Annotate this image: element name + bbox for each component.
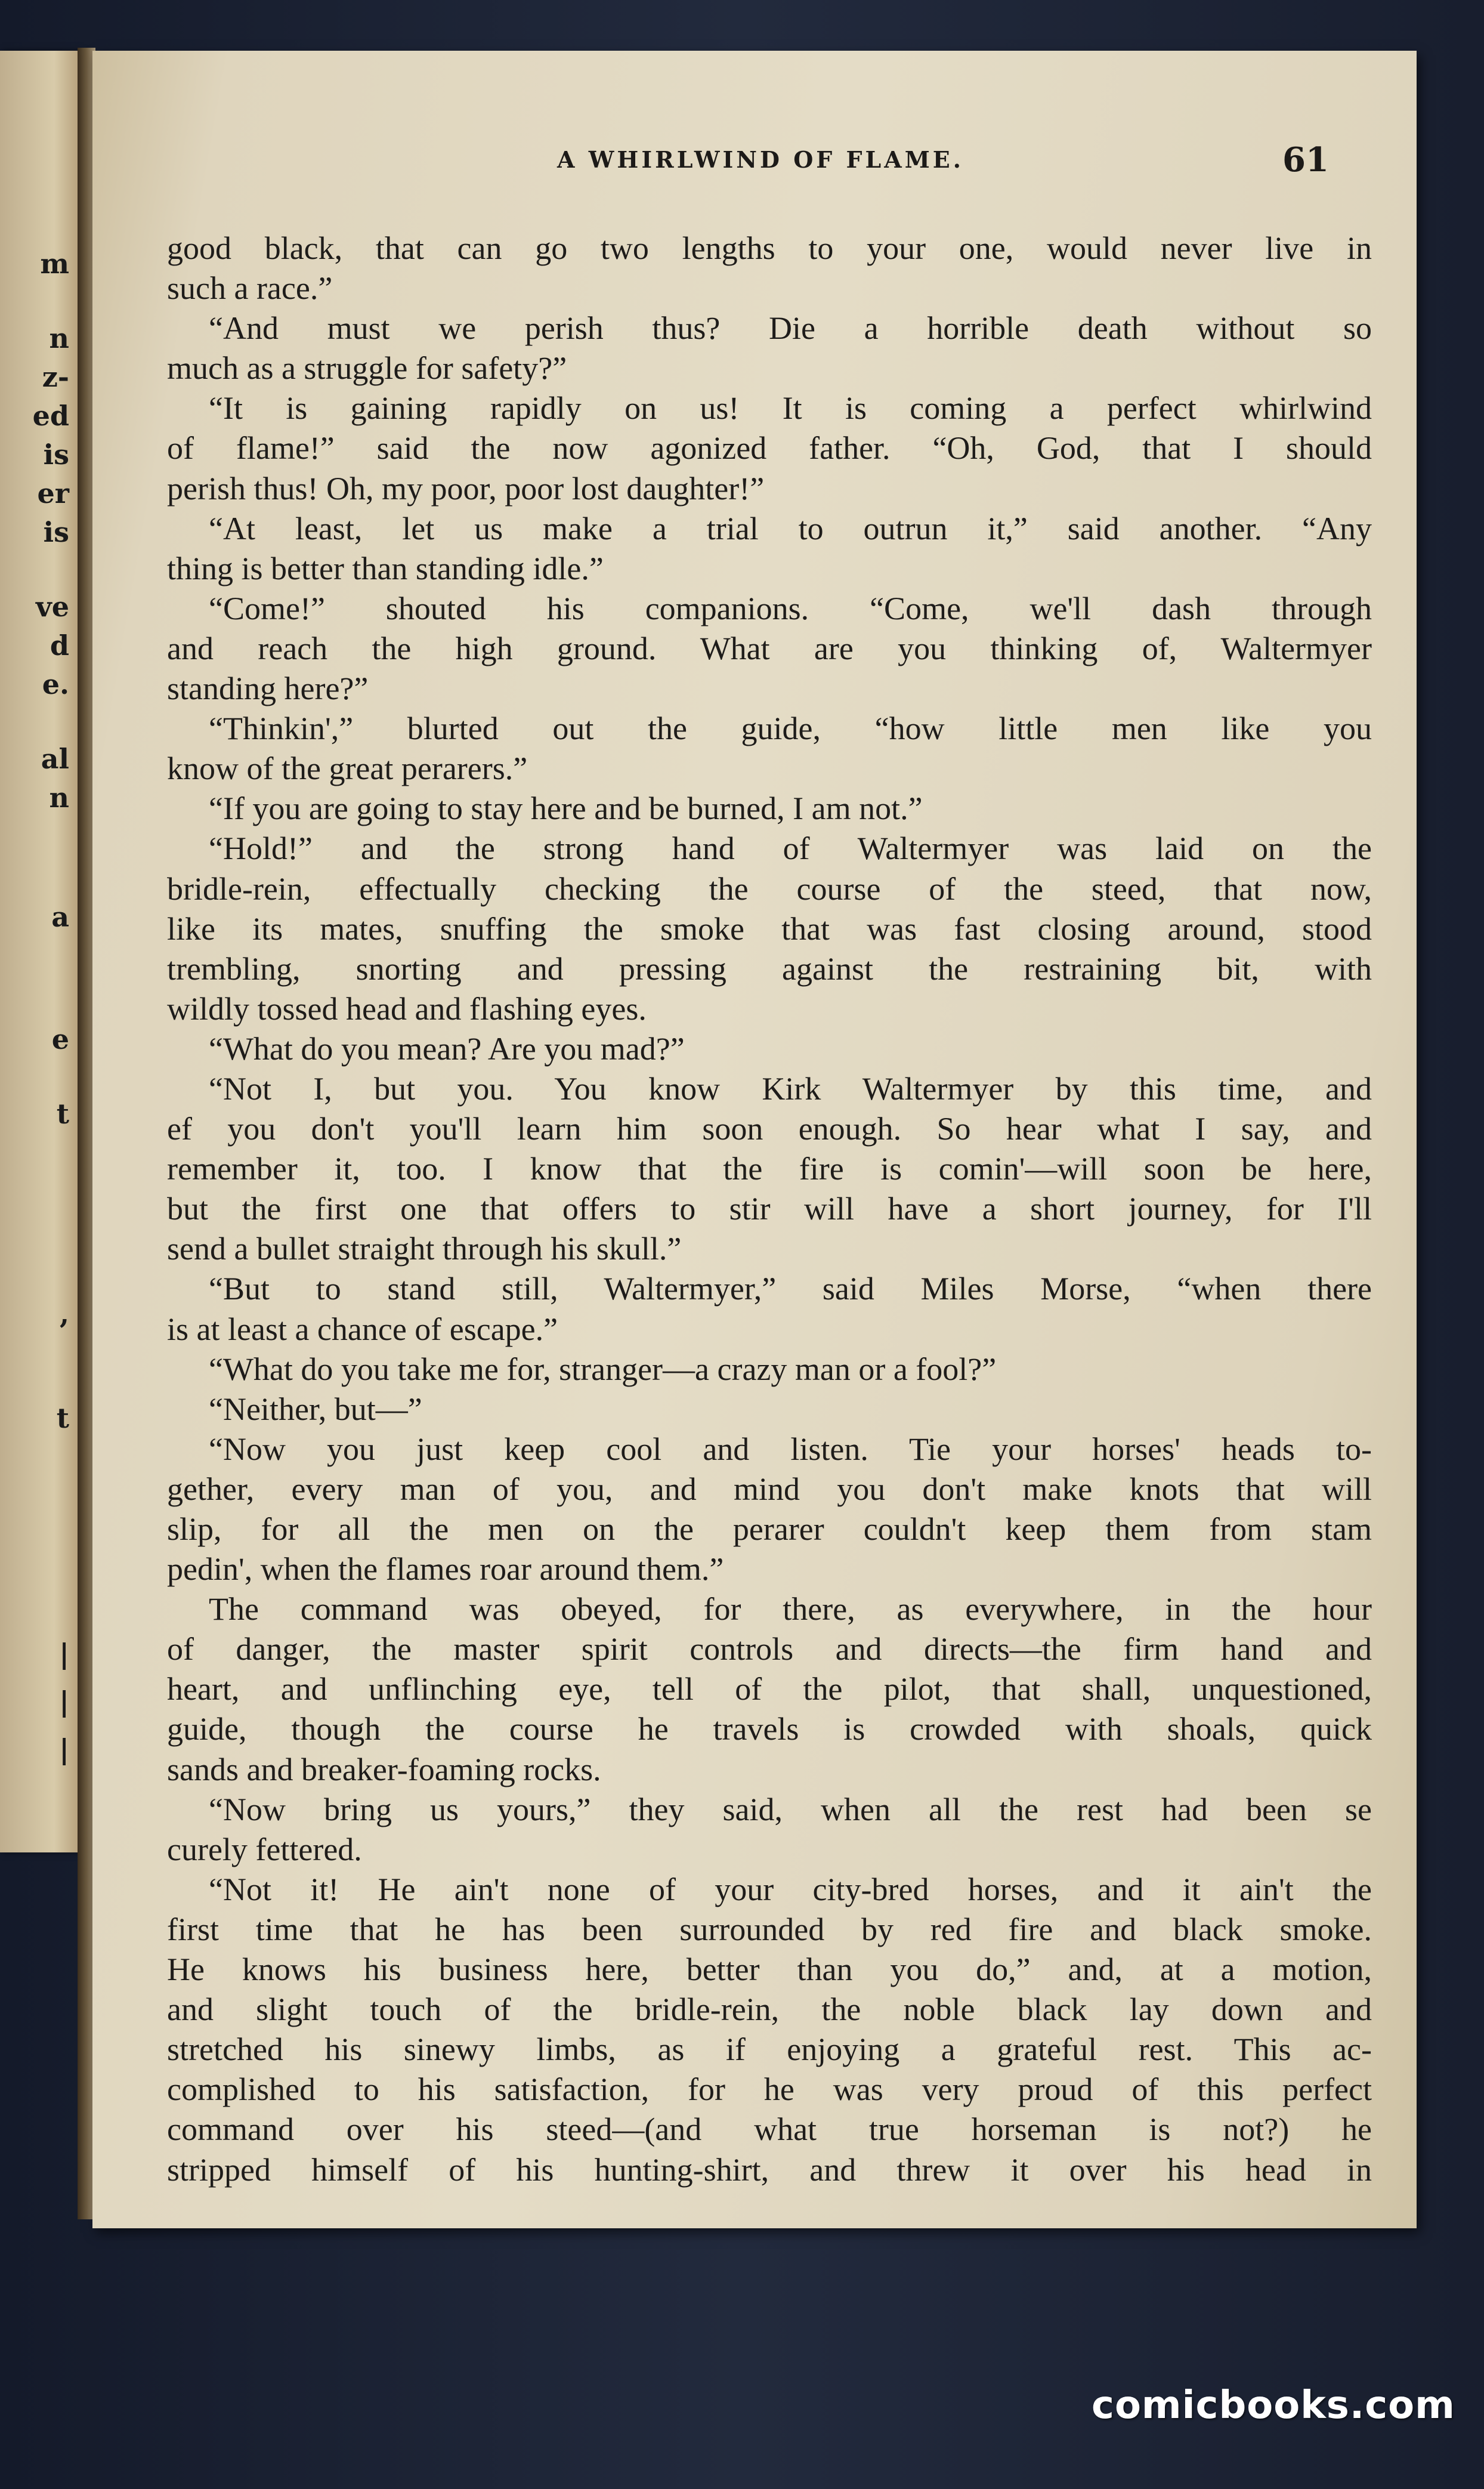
- previous-page-fragment: ,: [59, 1298, 69, 1330]
- previous-page-fragment: d: [50, 629, 69, 662]
- previous-page-fragment: er: [37, 477, 69, 509]
- text-line: first time that he has been surrounded by red fire and black smoke.: [167, 1911, 1372, 1947]
- text-line: “Now bring us yours,” they said, when all the rest had been se: [209, 1791, 1372, 1827]
- previous-page-fragment: a: [51, 901, 69, 933]
- running-head: A WHIRLWIND OF FLAME.: [557, 146, 964, 173]
- text-line: “At least, let us make a trial to outrun it,” said another. “Any: [209, 510, 1372, 546]
- text-line: ef you don't you'll learn him soon enough. So hear what I say, and: [167, 1111, 1372, 1147]
- text-line: thing is better than standing idle.”: [167, 550, 604, 586]
- text-line: and slight touch of the bridle-rein, the noble black lay down and: [167, 1991, 1372, 2028]
- previous-page-fragment: is: [43, 438, 69, 471]
- text-line: like its mates, snuffing the smoke that was fast closing around, stood: [167, 910, 1372, 947]
- text-line: is at least a chance of escape.”: [167, 1311, 558, 1347]
- previous-page-fragment: e: [51, 1023, 69, 1055]
- text-line: pedin', when the flames roar around them.”: [167, 1551, 724, 1588]
- previous-page-fragment: |: [59, 1685, 69, 1718]
- text-line: “If you are going to stay here and be burned, I am not.”: [209, 790, 923, 827]
- previous-page-fragment: t: [56, 1098, 69, 1130]
- text-line: “Neither, but—”: [209, 1391, 422, 1427]
- previous-page-fragment: ve: [36, 591, 69, 623]
- text-line: trembling, snorting and pressing against the restraining bit, with: [167, 950, 1372, 987]
- previous-page-fragment: t: [56, 1402, 69, 1434]
- text-line: gether, every man of you, and mind you don't make knots that will: [167, 1471, 1372, 1507]
- text-line: good black, that can go two lengths to your one, would never live in: [167, 230, 1372, 266]
- text-line: “It is gaining rapidly on us! It is coming a perfect whirlwind: [209, 390, 1372, 427]
- text-line: “What do you take me for, stranger—a crazy man or a fool?”: [209, 1351, 997, 1387]
- page-number: 61: [1282, 140, 1329, 180]
- text-line: of danger, the master spirit controls and directs—the firm hand and: [167, 1631, 1372, 1667]
- text-line: “Hold!” and the strong hand of Waltermyer was laid on the: [209, 830, 1372, 867]
- text-line: wildly tossed head and flashing eyes.: [167, 990, 647, 1027]
- text-line: “Come!” shouted his companions. “Come, we'll dash through: [209, 590, 1372, 626]
- text-line: “And must we perish thus? Die a horrible death without so: [209, 310, 1372, 347]
- text-line: such a race.”: [167, 270, 333, 307]
- previous-page-fragment: al: [41, 743, 69, 775]
- text-line: curely fettered.: [167, 1831, 362, 1867]
- text-line: guide, though the course he travels is crowded with shoals, quick: [167, 1711, 1372, 1747]
- text-line: “But to stand still, Waltermyer,” said Miles Morse, “when there: [209, 1271, 1372, 1307]
- previous-page-fragment: |: [59, 1733, 69, 1765]
- text-line: complished to his satisfaction, for he was very proud of this perfect: [167, 2071, 1372, 2108]
- text-line: perish thus! Oh, my poor, poor lost daughter!”: [167, 470, 765, 507]
- text-line: of flame!” said the now agonized father. “Oh, God, that I should: [167, 430, 1372, 467]
- previous-page-fragment: is: [43, 516, 69, 548]
- text-line: and reach the high ground. What are you thinking of, Waltermyer: [167, 630, 1372, 666]
- previous-page-fragment: m: [40, 248, 69, 280]
- text-line: command over his steed—(and what true horseman is not?) he: [167, 2111, 1372, 2148]
- text-line: slip, for all the men on the perarer couldn't keep them from stam: [167, 1511, 1372, 1547]
- text-line: know of the great perarers.”: [167, 751, 528, 787]
- text-line: “What do you mean? Are you mad?”: [209, 1030, 685, 1067]
- previous-page-edge: [0, 51, 81, 1852]
- text-line: send a bullet straight through his skull.”: [167, 1231, 682, 1267]
- text-line: He knows his business here, better than you do,” and, at a motion,: [167, 1951, 1372, 1988]
- text-line: “Not it! He ain't none of your city-bred horses, and it ain't the: [209, 1871, 1372, 1907]
- text-line: bridle-rein, effectually checking the course of the steed, that now,: [167, 870, 1372, 907]
- text-line: heart, and unflinching eye, tell of the pilot, that shall, unquestioned,: [167, 1671, 1372, 1707]
- previous-page-fragment: n: [49, 322, 69, 354]
- text-line: The command was obeyed, for there, as everywhere, in the hour: [209, 1591, 1372, 1628]
- previous-page-fragment: n: [49, 782, 69, 814]
- watermark: comicbooks.com: [1092, 2383, 1455, 2428]
- text-line: much as a struggle for safety?”: [167, 350, 567, 387]
- text-line: standing here?”: [167, 671, 369, 707]
- previous-page-fragment: z-: [42, 361, 69, 393]
- book-page: [92, 51, 1417, 2228]
- text-line: stripped himself of his hunting-shirt, and threw it over his head in: [167, 2151, 1372, 2188]
- previous-page-fragment: ed: [32, 400, 69, 432]
- text-line: remember it, too. I know that the fire is comin'—will soon be here,: [167, 1151, 1372, 1187]
- text-line: stretched his sinewy limbs, as if enjoying a grateful rest. This ac-: [167, 2031, 1372, 2068]
- text-line: “Thinkin',” blurted out the guide, “how little men like you: [209, 711, 1372, 747]
- previous-page-fragment: e.: [42, 668, 69, 700]
- previous-page-fragment: |: [59, 1638, 69, 1670]
- text-line: but the first one that offers to stir will have a short journey, for I'll: [167, 1191, 1372, 1227]
- text-line: sands and breaker-foaming rocks.: [167, 1751, 601, 1787]
- text-line: “Not I, but you. You know Kirk Waltermyer by this time, and: [209, 1070, 1372, 1107]
- page-body-text: [167, 228, 1372, 2190]
- text-line: “Now you just keep cool and listen. Tie your horses' heads to-: [209, 1431, 1372, 1467]
